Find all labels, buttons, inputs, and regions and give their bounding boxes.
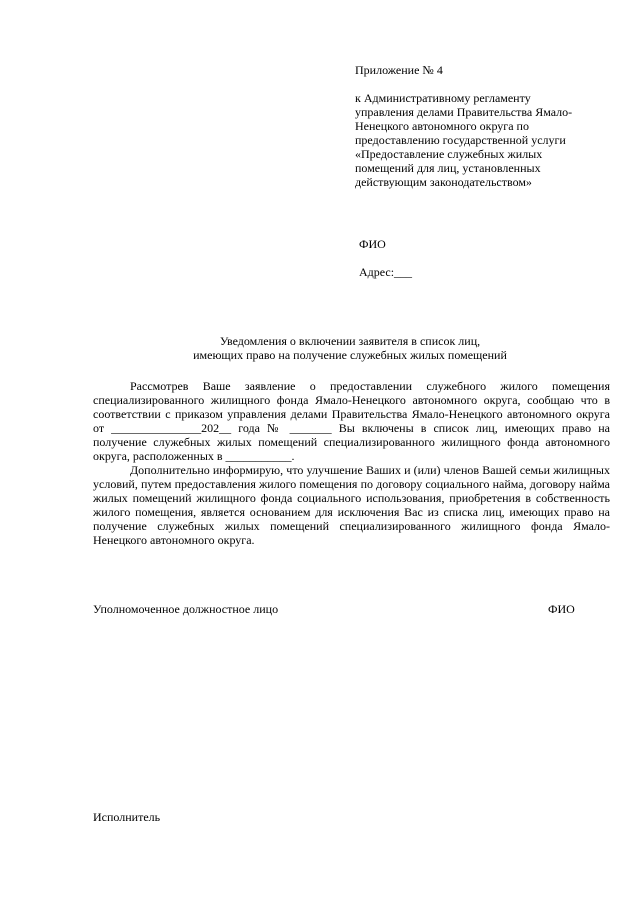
notice-title	[90, 334, 610, 362]
recipient-address: Адрес:___	[359, 265, 413, 279]
notice-title-line2: имеющих право на получение служебных жилых помещений	[193, 348, 507, 362]
appendix-line: «Предоставление служебных жилых	[355, 147, 543, 161]
official-fio: ФИО	[548, 602, 575, 616]
appendix-line: управления делами Правительства Ямало-	[355, 105, 573, 119]
appendix-title: Приложение № 4	[355, 63, 443, 77]
appendix-block	[355, 63, 600, 189]
appendix-line: предоставлению государственной услуги	[355, 133, 566, 147]
notice-body	[93, 379, 610, 547]
executor-label: Исполнитель	[93, 810, 161, 824]
body-paragraph-1: Рассмотрев Ваше заявление о предоставлении служебного жилого помещения специализированного жилищного фонда Ямало-Ненецкого автономного округа, сообщаю что в соответствии с приказом управления делами Правительства Ямало-Ненецкого автономного округа от _______________202__ года № _______ Вы включены в список лиц, имеющих право на получение служебных жилых помещений специализированного жилищного фонда автономного округа, расположенных в ___________.	[93, 379, 610, 463]
appendix-line: действующим законодательством»	[355, 175, 532, 189]
appendix-line: помещений для лиц, установленных	[355, 161, 541, 175]
notice-title-line1: Уведомления о включении заявителя в список лиц,	[219, 334, 481, 348]
recipient-fio: ФИО	[359, 237, 386, 251]
appendix-line: Ненецкого автономного округа по	[355, 119, 529, 133]
official-label: Уполномоченное должностное лицо	[93, 602, 279, 616]
appendix-line: к Административному регламенту	[355, 91, 531, 105]
body-paragraph-2: Дополнительно информирую, что улучшение Ваших и (или) членов Вашей семьи жилищных условий, путем предоставления жилого помещения по договору социального найма, договору найма жилых помещений жилищного фонда социального использования, приобретения в собственность жилого помещения, является основанием для исключения Вас из списка лиц, имеющих право на получение служебных жилых помещений специализированного жилищного фонда Ямало-Ненецкого автономного округа.	[93, 463, 610, 547]
